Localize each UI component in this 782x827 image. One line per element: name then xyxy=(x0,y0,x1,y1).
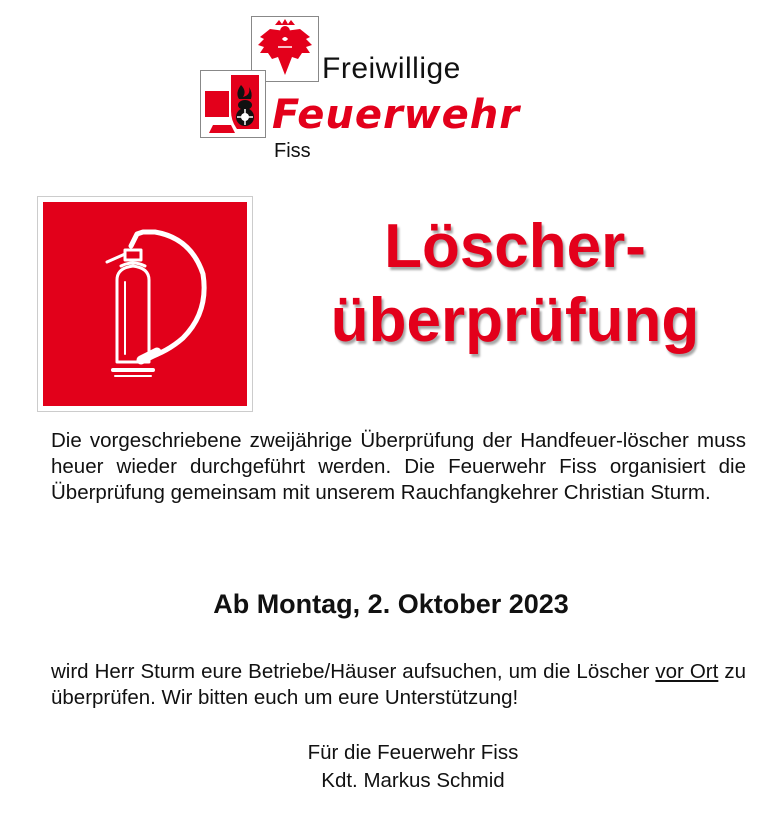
logo-line-feuerwehr: Feuerwehr xyxy=(272,92,520,138)
logo-line-freiwillige: Freiwillige xyxy=(322,52,461,85)
intro-paragraph: Die vorgeschriebene zweijährige Überprüfung der Handfeuer-löscher muss heuer wieder durchgeführt werden. Die Feuerwehr Fiss organisiert die Überprüfung gemeinsam mit unserem Rauchfangkehrer Christian Sturm. xyxy=(51,429,746,504)
signature-line-1: Für die Feuerwehr Fiss xyxy=(307,741,519,764)
headline-line-1: Löscher- xyxy=(384,212,646,281)
headline-line-2: überprüfung xyxy=(330,286,700,355)
logo-line-fiss: Fiss xyxy=(274,140,311,162)
visit-text-start: wird Herr Sturm eure Betriebe/Häuser aufsuchen, um die Löscher xyxy=(51,660,656,683)
fire-brigade-emblem-icon xyxy=(200,70,266,138)
fire-extinguisher-icon xyxy=(43,202,247,406)
fire-brigade-logo xyxy=(200,16,520,166)
fire-extinguisher-sign xyxy=(37,196,253,412)
visit-text-end: zu überprüfen. Wir bitten euch um eure Unterstützung! xyxy=(51,660,746,709)
vor-ort-underlined: vor Ort xyxy=(655,660,719,683)
visit-paragraph xyxy=(51,659,746,711)
signature-line-2: Kdt. Markus Schmid xyxy=(321,769,505,792)
date-heading: Ab Montag, 2. Oktober 2023 xyxy=(213,589,569,619)
